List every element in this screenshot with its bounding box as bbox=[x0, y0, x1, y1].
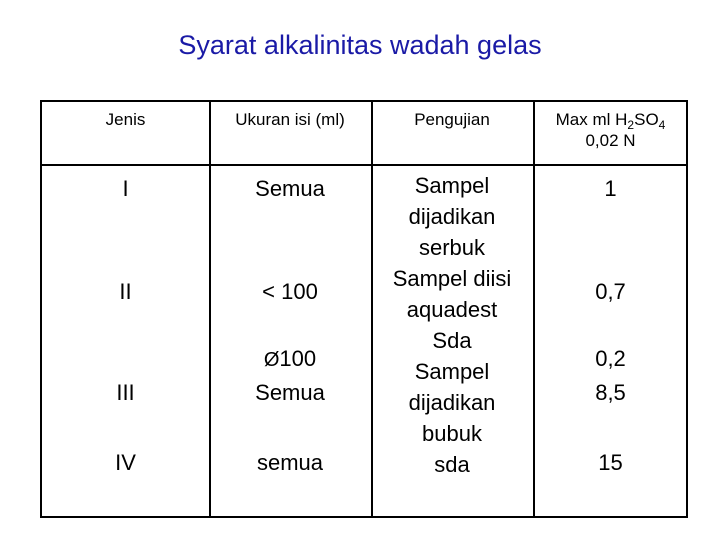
max-cell: 8,5 bbox=[595, 380, 626, 405]
max-cell: 0,2 bbox=[595, 346, 626, 371]
pengujian-line: Sampel bbox=[414, 173, 490, 198]
jenis-cell: IV bbox=[115, 450, 136, 475]
pengujian-line: Sda bbox=[432, 328, 472, 353]
header-max-sub: 4 bbox=[658, 118, 666, 132]
header-jenis: Jenis bbox=[105, 110, 146, 129]
pengujian-line: sda bbox=[434, 452, 470, 477]
pengujian-line: Sampel bbox=[414, 359, 490, 384]
pengujian-line: aquadest bbox=[406, 297, 498, 322]
header-max-sub: 2 bbox=[627, 118, 635, 132]
max-cell: 0,7 bbox=[595, 279, 626, 304]
max-cell: 1 bbox=[604, 176, 617, 201]
ukuran-cell: semua bbox=[256, 450, 324, 475]
ukuran-cell bbox=[209, 348, 371, 370]
header-pengujian: Pengujian bbox=[414, 110, 490, 129]
pengujian-cell bbox=[371, 170, 533, 480]
header-max-text: Max ml H bbox=[555, 110, 628, 129]
header-divider bbox=[42, 164, 686, 166]
pengujian-line: dijadikan bbox=[408, 204, 496, 229]
pengujian-line: serbuk bbox=[418, 235, 486, 260]
pengujian-line: bubuk bbox=[422, 421, 482, 446]
jenis-cell: I bbox=[122, 176, 129, 201]
jenis-cell: II bbox=[119, 279, 132, 304]
header-max-line2: 0,02 N bbox=[585, 131, 636, 150]
alkalinity-table bbox=[40, 100, 688, 518]
pengujian-line: dijadikan bbox=[408, 390, 496, 415]
ukuran-cell: Semua bbox=[255, 176, 325, 201]
header-max-text: SO bbox=[634, 110, 659, 129]
ukuran-cell: < 100 bbox=[262, 279, 318, 304]
header-max bbox=[533, 110, 688, 132]
page-title: Syarat alkalinitas wadah gelas bbox=[178, 30, 542, 60]
jenis-cell: III bbox=[116, 380, 135, 405]
ukuran-value: 100 bbox=[279, 346, 317, 371]
max-cell: 15 bbox=[598, 450, 623, 475]
arrow-bullet-icon: Ø bbox=[263, 349, 280, 371]
header-ukuran: Ukuran isi (ml) bbox=[235, 110, 345, 129]
pengujian-line: Sampel diisi bbox=[392, 266, 512, 291]
ukuran-cell: Semua bbox=[255, 380, 325, 405]
